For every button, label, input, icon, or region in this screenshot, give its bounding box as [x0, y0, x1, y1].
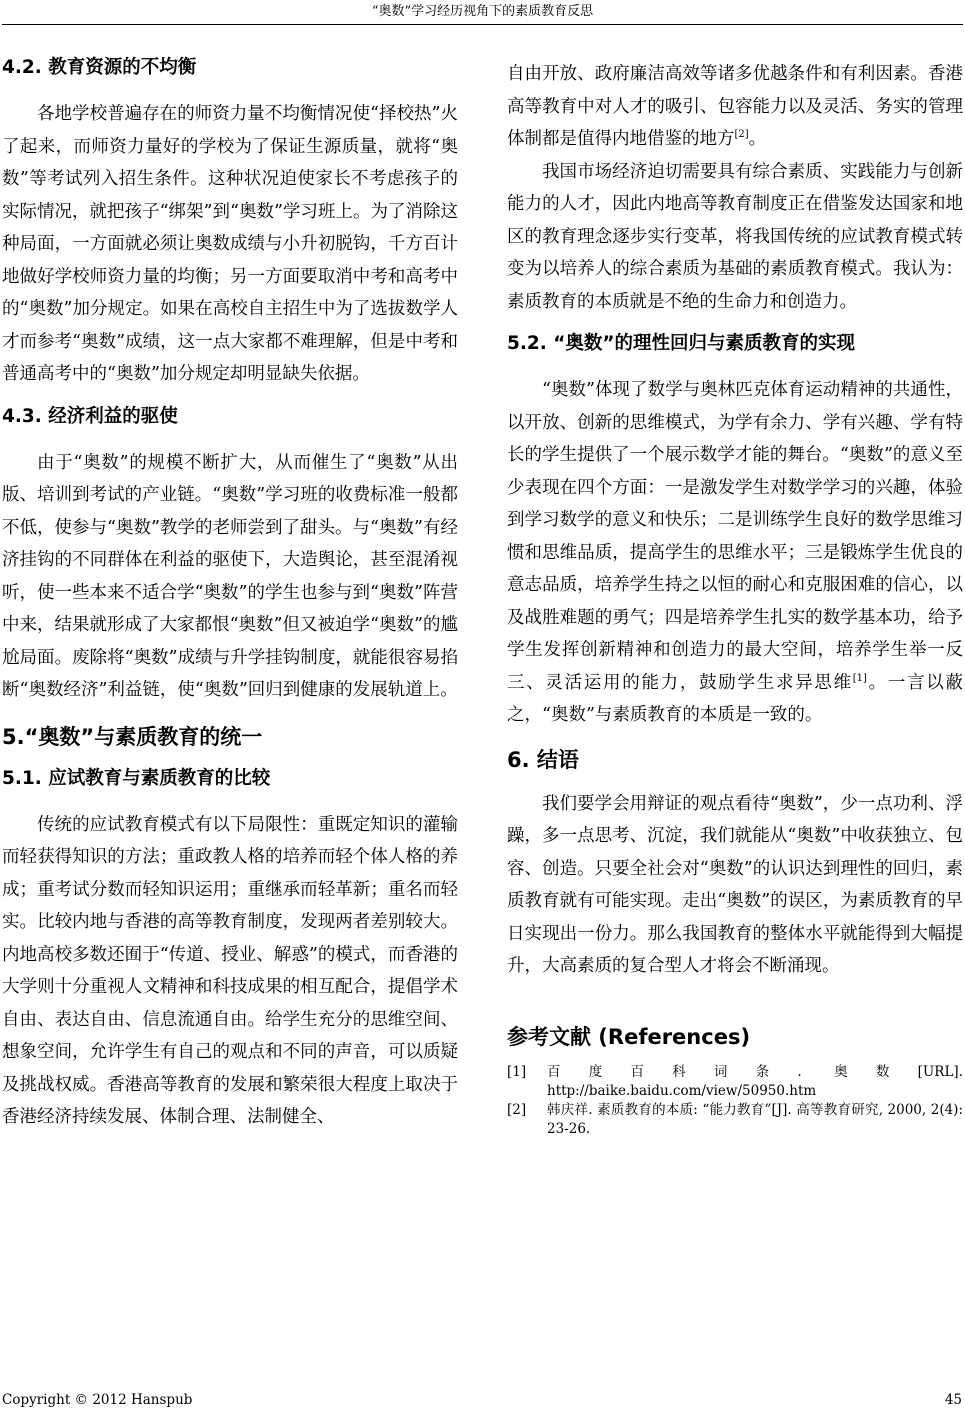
continued-paragraph-text: 自由开放、政府廉洁高效等诸多优越条件和有利因素。香港高等教育中对人才的吸引、包容能力以及灵活、务实的管理体制都是值得内地借鉴的地方: [507, 64, 963, 149]
section-5-2-text: “奥数”体现了数学与奥林匹克体育运动精神的共通性，以开放、创新的思维模式，为学有余力、学有兴趣、学有特长的学生提供了一个展示数学才能的舞台。“奥数”的意义至少表现在四个方面：一是激发学生对数学学习的兴趣，体验到学习数学的意义和快乐；二是训练学生良好的数学思维习惯和思维品质，提高学生的思维水平；三是锻炼学生优良的意志品质，培养学生持之以恒的耐心和克服困难的信心，以及战胜难题的勇气；四是培养学生扎实的数学基本功，给予学生发挥创新精神和创造力的最大空间，培养学生举一反三、灵活运用的能力，鼓励学生求异思维: [507, 380, 963, 693]
reference-text: 百度百科词条. 奥数[URL]. http://baike.baidu.com/view/50950.htm: [547, 1063, 963, 1099]
section-5-2-end: 。一言以蔽之，“奥数”与素质教育的本质是一致的。: [507, 672, 964, 725]
continued-paragraph-end: 。: [748, 129, 767, 149]
copyright-text: Copyright © 2012 Hanspub: [2, 1392, 193, 1408]
section-6-heading: 6. 结语: [507, 747, 579, 772]
references-heading: 参考文献 (References): [507, 1024, 751, 1049]
section-5-2-paragraph: [507, 374, 963, 732]
reference-item: [507, 1101, 963, 1139]
section-5-2-heading: 5.2. “奥数”的理性回归与素质教育的实现: [507, 333, 856, 354]
quality-education-paragraph: 我国市场经济迫切需要具有综合素质、实践能力与创新能力的人才，因此内地高等教育制度正在借鉴发达国家和地区的教育理念逐步实行变革，将我国传统的应试教育模式转变为以培养人的综合素质为基础的素质教育模式。我认为：素质教育的本质就是不绝的生命力和创造力。: [507, 161, 963, 312]
reference-number: [1]: [507, 1063, 527, 1080]
section-4-2-paragraph: 各地学校普遍存在的师资力量不均衡情况使“择校热”火了起来，而师资力量好的学校为了保证生源质量，就将“奥数”等考试列入招生条件。这种状况迫使家长不考虑孩子的实际情况，就把孩子“绑架”到“奥数”学习班上。为了消除这种局面，一方面就必须让奥数成绩与小升初脱钩，千方百计地做好学校师资力量的均衡；另一方面要取消中考和高考中的“奥数”加分规定。如果在高校自主招生中为了选拔数学人才而参考“奥数”成绩，这一点大家都不难理解，但是中考和普通高考中的“奥数”加分规定却明显缺失依据。: [2, 104, 458, 384]
header-rule: [2, 24, 963, 25]
right-column: [507, 58, 963, 1139]
section-4-3-paragraph: 由于“奥数”的规模不断扩大，从而催生了“奥数”从出版、培训到考试的产业链。“奥数”学习班的收费标准一般都不低，使参与“奥数”教学的老师尝到了甜头。与“奥数”有经济挂钩的不同群体在利益的驱使下，大造舆论，甚至混淆视听，使一些本来不适合学“奥数”的学生也参与到“奥数”阵营中来，结果就形成了大家都恨“奥数”但又被迫学“奥数”的尴尬局面。废除将“奥数”成绩与升学挂钩制度，就能很容易掐断“奥数经济”利益链，使“奥数”回归到健康的发展轨道上。: [2, 452, 458, 700]
section-4-3-heading: 4.3. 经济利益的驱使: [2, 405, 178, 427]
left-column: [2, 56, 458, 1134]
conclusion-paragraph: 我们要学会用辩证的观点看待“奥数”，少一点功利、浮躁，多一点思考、沉淀，我们就能从“奥数”中收获独立、包容、创造。只要全社会对“奥数”的认识达到理性的回归，素质教育就有可能实现。走出“奥数”的误区，为素质教育的早日实现出一份力。那么我国教育的整体水平就能得到大幅提升，大高素质的复合型人才将会不断涌现。: [507, 793, 963, 976]
section-5-heading: 5.“奥数”与素质教育的统一: [2, 724, 263, 749]
section-5-1-paragraph: 传统的应试教育模式有以下局限性：重既定知识的灌输而轻获得知识的方法；重政教人格的培养而轻个体人格的养成；重考试分数而轻知识运用；重继承而轻革新；重名而轻实。比较内地与香港的高等教育制度，发现两者差别较大。内地高校多数还囿于“传道、授业、解惑”的模式，而香港的大学则十分重视人文精神和科技成果的相互配合，提倡学术自由、表达自由、信息流通自由。给学生充分的思维空间、想象空间，允许学生有自己的观点和不同的声音，可以质疑及挑战权威。香港高等教育的发展和繁荣很大程度上取决于香港经济持续发展、体制合理、法制健全、: [2, 814, 458, 1127]
citation-2: [2]: [734, 129, 749, 141]
page-number: 45: [944, 1392, 962, 1408]
reference-number: [2]: [507, 1101, 527, 1118]
section-4-2-heading: 4.2. 教育资源的不均衡: [2, 57, 197, 78]
running-head: “奥数”学习经历视角下的素质教育反思: [371, 4, 594, 19]
page-footer: [2, 1391, 962, 1409]
reference-text: 韩庆祥. 素质教育的本质: “能力教育”[J]. 高等教育研究, 2000, 2(4): 23-26.: [547, 1101, 963, 1137]
continued-paragraph: [507, 58, 963, 156]
reference-item: [507, 1063, 963, 1101]
citation-1: [1]: [852, 672, 867, 684]
section-5-1-heading: 5.1. 应试教育与素质教育的比较: [2, 767, 271, 789]
